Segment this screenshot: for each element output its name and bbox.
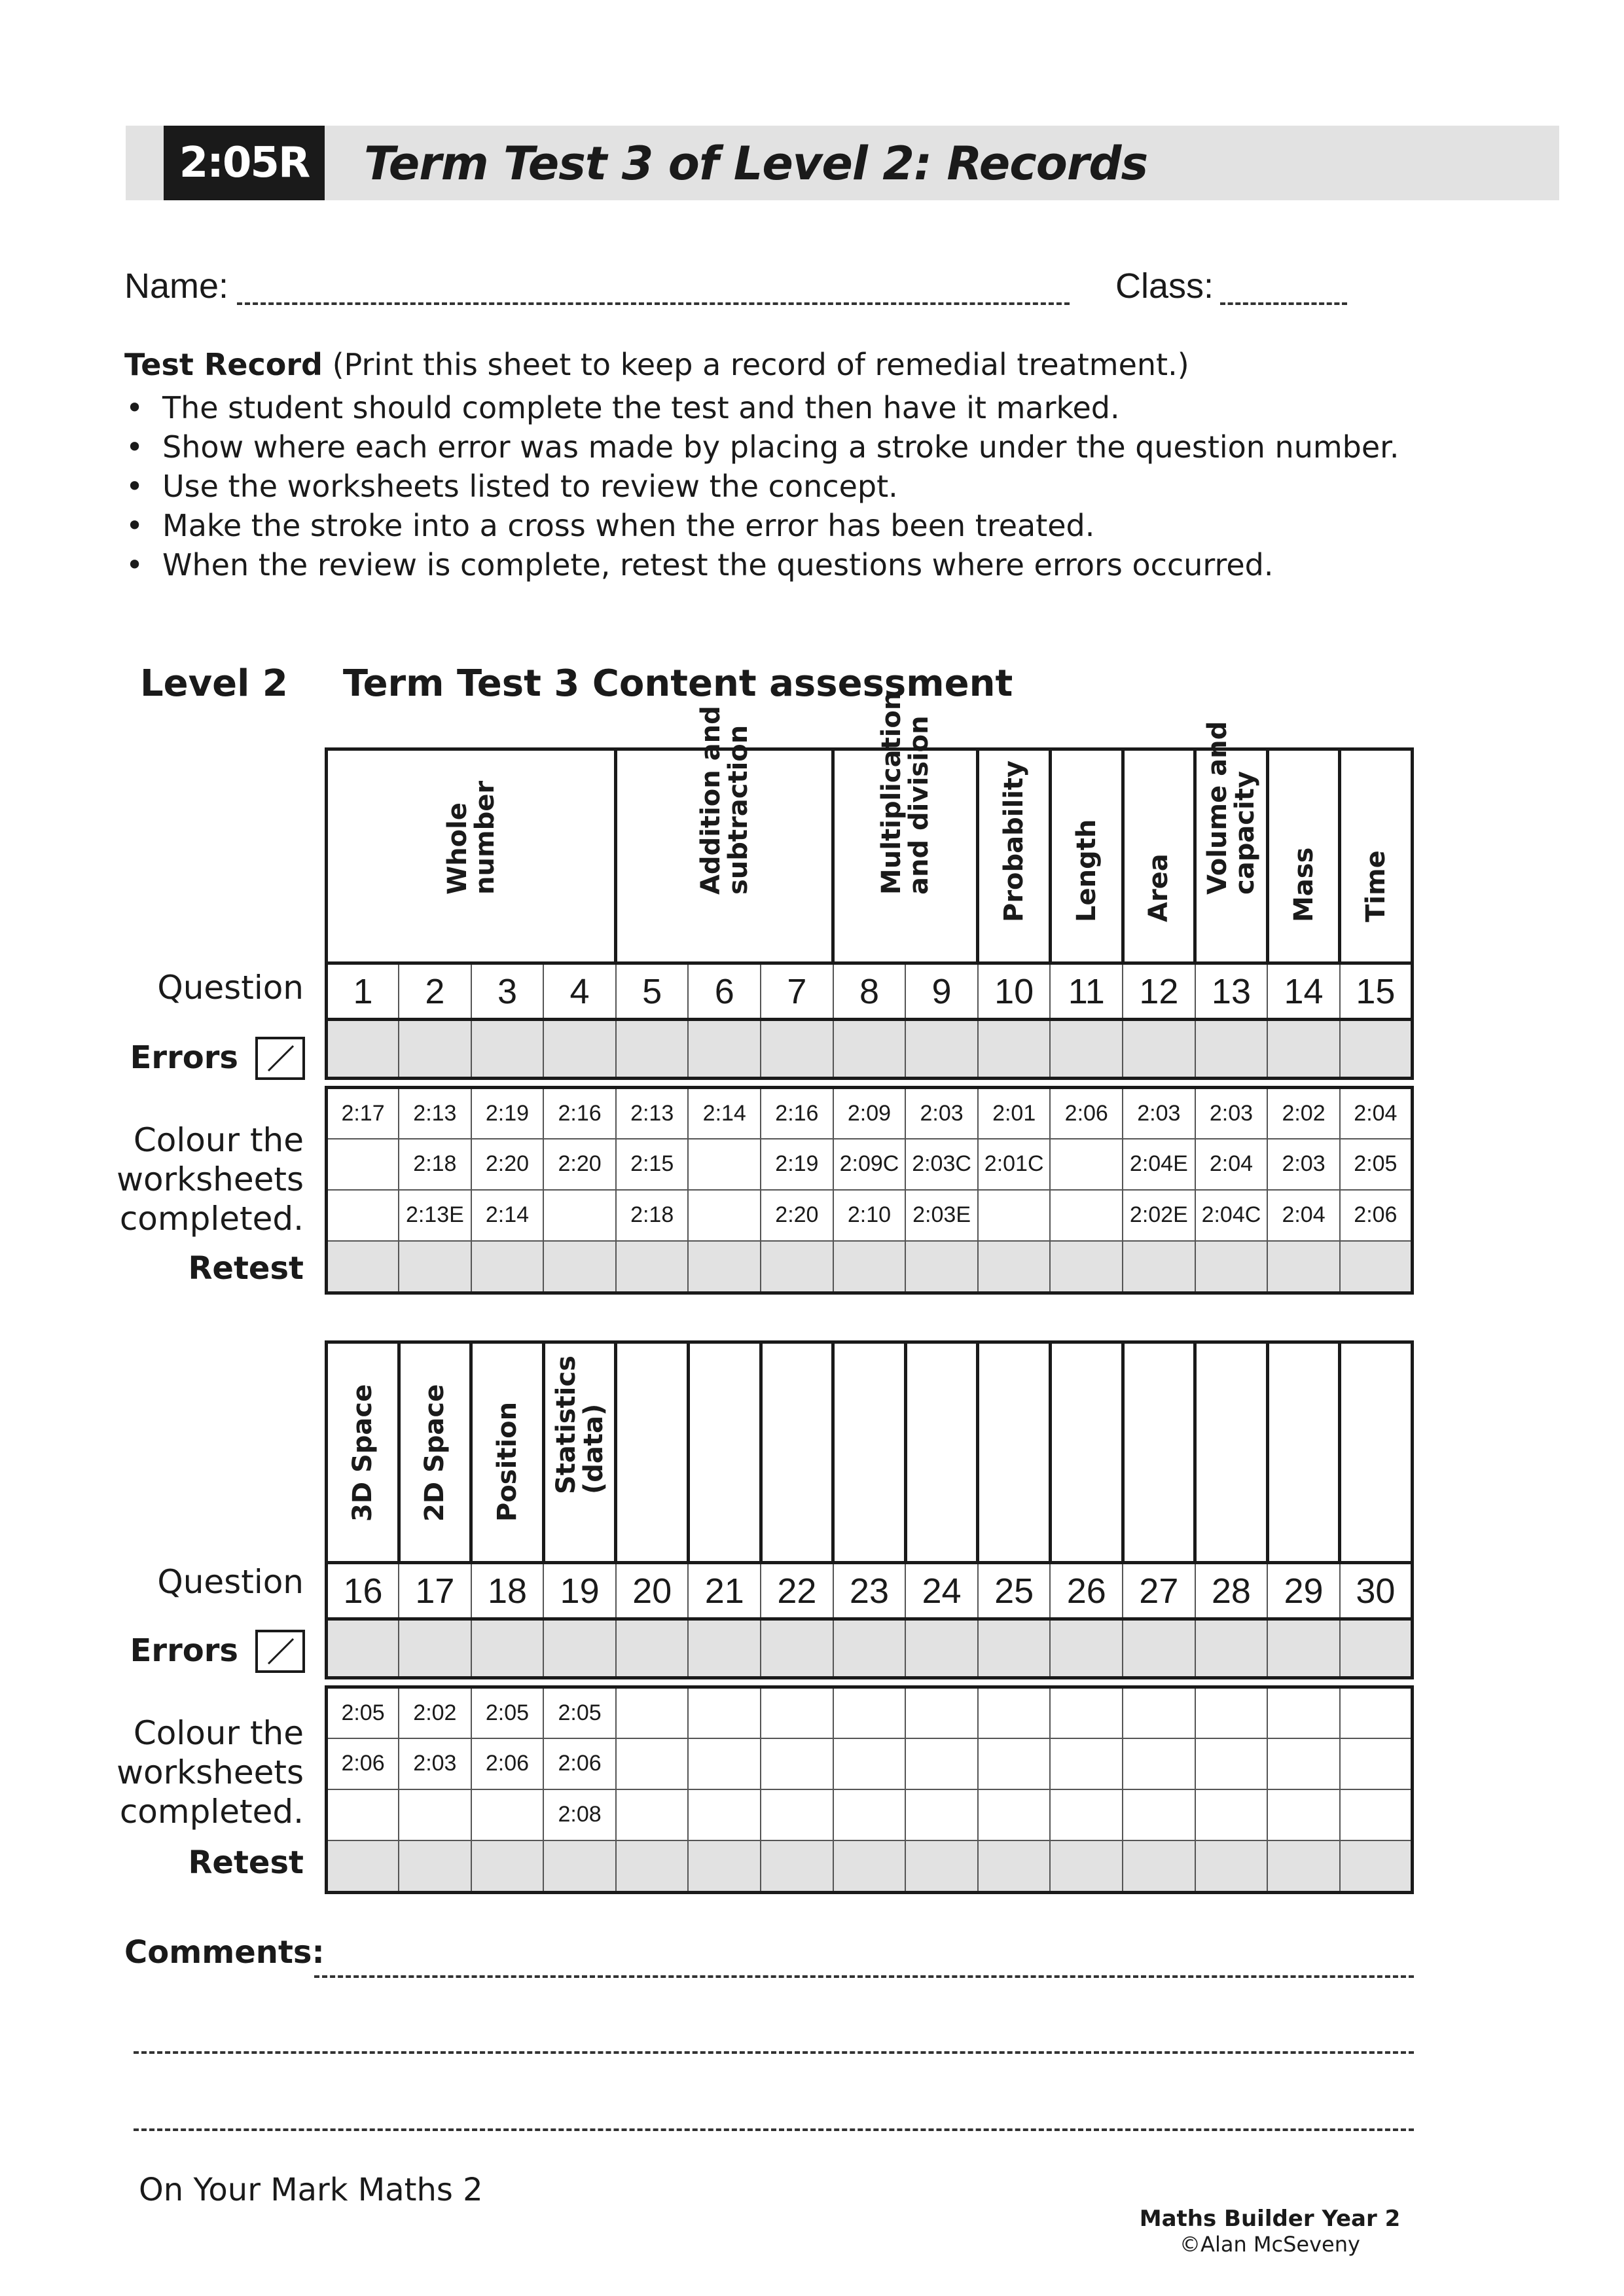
question-number: 9	[905, 963, 978, 1020]
retest-cell[interactable]	[688, 1241, 761, 1293]
retest-cell[interactable]	[761, 1241, 833, 1293]
category-label-line: Mass	[1288, 847, 1319, 922]
worksheet-cell[interactable]	[327, 1139, 399, 1190]
retest-cell[interactable]	[616, 1241, 689, 1293]
worksheet-cell[interactable]	[833, 1687, 906, 1738]
row-gap	[327, 1678, 1413, 1687]
retest-cell[interactable]	[1195, 1840, 1268, 1893]
category-header	[688, 1342, 761, 1563]
category-header	[399, 1342, 471, 1563]
worksheet-cell[interactable]	[761, 1789, 833, 1840]
worksheet-cell[interactable]	[1195, 1789, 1268, 1840]
errors-row-label-2: Errors	[130, 1632, 238, 1669]
category-header	[1195, 721, 1268, 963]
category-header	[1195, 1342, 1268, 1563]
worksheet-cell[interactable]	[327, 1789, 399, 1840]
footer-book-title: Maths Builder Year 2	[1139, 2206, 1401, 2232]
worksheet-cell[interactable]: 2:03	[399, 1738, 471, 1789]
retest-cell[interactable]	[1267, 1241, 1340, 1293]
category-header	[978, 749, 1051, 963]
worksheet-cell[interactable]	[1050, 1190, 1123, 1241]
category-header	[1123, 749, 1195, 963]
error-cell[interactable]	[543, 1619, 616, 1678]
error-cell[interactable]	[833, 1020, 906, 1079]
category-label-line: and division	[904, 715, 935, 895]
category-header	[1050, 1342, 1123, 1563]
worksheet-cell[interactable]	[1123, 1687, 1195, 1738]
retest-cell[interactable]	[543, 1241, 616, 1293]
question-number: 11	[1050, 963, 1123, 1020]
worksheet-cell[interactable]: 2:04	[1340, 1088, 1413, 1139]
bullet-icon: •	[126, 547, 144, 583]
colour-line-3: completed.	[119, 1200, 304, 1238]
question-number: 20	[616, 1563, 689, 1619]
test-record-heading: Test Record	[124, 347, 323, 382]
category-label-line: Time	[1361, 850, 1392, 922]
instruction-text: The student should complete the test and then have it marked.	[162, 390, 1120, 425]
worksheet-cell[interactable]: 2:03E	[905, 1190, 978, 1241]
worksheet-cell[interactable]: 2:04E	[1123, 1139, 1195, 1190]
test-record-note: (Print this sheet to keep a record of remedial treatment.)	[322, 347, 1189, 382]
name-field[interactable]	[237, 302, 1070, 305]
level-label: Level 2	[140, 662, 288, 705]
worksheet-cell[interactable]	[1123, 1738, 1195, 1789]
worksheet-cell[interactable]: 2:04	[1267, 1190, 1340, 1241]
comments-line-3[interactable]	[134, 2128, 1414, 2131]
error-cell[interactable]	[833, 1619, 906, 1678]
worksheet-cell[interactable]	[1050, 1789, 1123, 1840]
stroke-key-icon	[255, 1037, 305, 1080]
worksheet-cell[interactable]	[327, 1190, 399, 1241]
retest-row-label-1: Retest	[188, 1250, 304, 1287]
retest-cell[interactable]	[1340, 1840, 1413, 1893]
worksheet-cell[interactable]: 2:03	[1195, 1088, 1268, 1139]
category-header	[616, 706, 833, 963]
question-number: 4	[543, 963, 616, 1020]
worksheet-cell[interactable]	[1267, 1687, 1340, 1738]
instruction-item	[126, 469, 898, 504]
worksheet-cell[interactable]	[1340, 1687, 1413, 1738]
worksheet-cell[interactable]	[1050, 1687, 1123, 1738]
category-label-line: Probability	[999, 760, 1030, 922]
worksheet-cell[interactable]: 2:14	[471, 1190, 544, 1241]
error-cell[interactable]	[471, 1020, 544, 1079]
comments-label: Comments:	[124, 1934, 325, 1971]
worksheet-cell[interactable]	[1195, 1687, 1268, 1738]
worksheet-cell[interactable]: 2:20	[543, 1139, 616, 1190]
retest-cell[interactable]	[978, 1840, 1051, 1893]
category-label	[1145, 853, 1172, 922]
instruction-item	[126, 429, 1399, 465]
question-row-label-1: Question	[157, 969, 304, 1007]
worksheet-cell[interactable]: 2:06	[1340, 1190, 1413, 1241]
worksheet-cell[interactable]: 2:04	[1195, 1139, 1268, 1190]
worksheet-cell[interactable]: 2:08	[543, 1789, 616, 1840]
stroke-key-icon	[255, 1630, 305, 1673]
question-number: 13	[1195, 963, 1268, 1020]
error-cell[interactable]	[543, 1020, 616, 1079]
worksheet-cell[interactable]: 2:16	[761, 1088, 833, 1139]
question-number: 18	[471, 1563, 544, 1619]
errors-row-label-1: Errors	[130, 1039, 238, 1076]
category-header	[471, 1342, 544, 1563]
category-label-line: capacity	[1229, 771, 1260, 895]
category-label	[349, 1384, 376, 1522]
table2-grid	[325, 1340, 1414, 1894]
worksheet-cell[interactable]: 2:15	[616, 1139, 689, 1190]
row-gap	[327, 1079, 1413, 1088]
class-field[interactable]	[1220, 302, 1347, 305]
error-cell[interactable]	[1267, 1619, 1340, 1678]
bullet-icon: •	[126, 469, 144, 504]
worksheet-cell[interactable]	[1340, 1738, 1413, 1789]
bullet-icon: •	[126, 390, 144, 425]
instruction-text: Use the worksheets listed to review the concept.	[162, 469, 898, 504]
question-number: 17	[399, 1563, 471, 1619]
worksheet-cell[interactable]	[688, 1738, 761, 1789]
worksheet-cell[interactable]: 2:06	[543, 1738, 616, 1789]
question-number: 10	[978, 963, 1051, 1020]
category-header	[1123, 1342, 1195, 1563]
category-label-line: Volume and	[1202, 721, 1233, 895]
worksheet-cell[interactable]: 2:18	[616, 1190, 689, 1241]
worksheet-cell[interactable]	[616, 1687, 689, 1738]
worksheet-cell[interactable]	[1123, 1789, 1195, 1840]
worksheet-cell[interactable]	[1195, 1738, 1268, 1789]
retest-cell[interactable]	[1050, 1840, 1123, 1893]
category-label-line: 2D Space	[420, 1384, 450, 1522]
error-cell[interactable]	[1050, 1020, 1123, 1079]
page-title: Term Test 3 of Level 2: Records	[364, 137, 1148, 190]
worksheet-cell[interactable]	[1050, 1139, 1123, 1190]
worksheet-cell[interactable]	[833, 1789, 906, 1840]
error-cell[interactable]	[399, 1619, 471, 1678]
retest-row-label-2: Retest	[188, 1844, 304, 1881]
category-label	[1290, 848, 1318, 922]
worksheet-cell[interactable]: 2:06	[1050, 1088, 1123, 1139]
worksheet-cell[interactable]: 2:13	[616, 1088, 689, 1139]
worksheet-cell[interactable]: 2:14	[688, 1088, 761, 1139]
category-header	[833, 691, 978, 963]
test-record-intro	[124, 347, 1189, 382]
category-label-line: (data)	[578, 1403, 609, 1494]
retest-cell[interactable]	[543, 1840, 616, 1893]
retest-cell[interactable]	[399, 1241, 471, 1293]
category-label	[552, 1355, 607, 1494]
bullet-icon: •	[126, 429, 144, 465]
retest-cell[interactable]	[471, 1840, 544, 1893]
worksheet-cell[interactable]: 2:06	[471, 1738, 544, 1789]
sheet-code: 2:05R	[164, 126, 325, 200]
colour-line-1: Colour the	[133, 1121, 304, 1159]
worksheet-cell[interactable]: 2:01C	[978, 1139, 1051, 1190]
worksheet-cell[interactable]: 2:09C	[833, 1139, 906, 1190]
worksheet-cell[interactable]: 2:06	[327, 1738, 399, 1789]
retest-cell[interactable]	[327, 1241, 399, 1293]
category-label	[494, 1402, 521, 1522]
question-number: 1	[327, 963, 399, 1020]
question-number: 24	[905, 1563, 978, 1619]
colour-line-3: completed.	[119, 1793, 304, 1831]
category-label-line: Position	[492, 1401, 522, 1522]
worksheet-cell[interactable]	[905, 1789, 978, 1840]
worksheet-cell[interactable]: 2:03	[1123, 1088, 1195, 1139]
worksheet-cell[interactable]: 2:03	[905, 1088, 978, 1139]
question-number: 3	[471, 963, 544, 1020]
category-label-line: Length	[1071, 819, 1102, 922]
category-label	[421, 1384, 448, 1522]
retest-cell[interactable]	[905, 1840, 978, 1893]
instruction-item	[126, 547, 1274, 583]
colour-worksheets-label-2	[105, 1713, 304, 1831]
worksheet-cell[interactable]	[905, 1738, 978, 1789]
retest-cell[interactable]	[1195, 1241, 1268, 1293]
worksheet-cell[interactable]: 2:09	[833, 1088, 906, 1139]
category-header	[978, 1342, 1051, 1563]
category-header	[1050, 749, 1123, 963]
instruction-item	[126, 508, 1094, 543]
worksheet-cell[interactable]: 2:05	[327, 1687, 399, 1738]
retest-cell[interactable]	[327, 1840, 399, 1893]
error-cell[interactable]	[688, 1619, 761, 1678]
worksheet-cell[interactable]: 2:04C	[1195, 1190, 1268, 1241]
question-number: 28	[1195, 1563, 1268, 1619]
error-cell[interactable]	[1123, 1619, 1195, 1678]
question-number: 8	[833, 963, 906, 1020]
category-label-line: Whole	[442, 802, 473, 895]
error-cell[interactable]	[616, 1619, 689, 1678]
instruction-text: Show where each error was made by placing a stroke under the question number.	[162, 429, 1399, 465]
category-header	[1340, 1342, 1413, 1563]
worksheet-cell[interactable]	[761, 1687, 833, 1738]
error-cell[interactable]	[471, 1619, 544, 1678]
category-label	[878, 692, 933, 895]
colour-line-1: Colour the	[133, 1714, 304, 1752]
worksheet-cell[interactable]	[399, 1789, 471, 1840]
retest-cell[interactable]	[471, 1241, 544, 1293]
error-cell[interactable]	[905, 1020, 978, 1079]
category-label	[697, 706, 752, 895]
retest-cell[interactable]	[1123, 1840, 1195, 1893]
question-number: 7	[761, 963, 833, 1020]
category-label-line: Multiplication	[876, 691, 907, 895]
retest-cell[interactable]	[761, 1840, 833, 1893]
category-label	[1073, 819, 1100, 922]
worksheet-cell[interactable]: 2:13	[399, 1088, 471, 1139]
question-number: 27	[1123, 1563, 1195, 1619]
category-label	[444, 781, 499, 895]
worksheet-cell[interactable]	[978, 1789, 1051, 1840]
category-header	[616, 1342, 689, 1563]
comments-line-1[interactable]	[314, 1975, 1414, 1978]
error-cell[interactable]	[1123, 1020, 1195, 1079]
question-number: 6	[688, 963, 761, 1020]
error-cell[interactable]	[327, 1020, 399, 1079]
worksheet-cell[interactable]	[1050, 1738, 1123, 1789]
worksheet-cell[interactable]	[761, 1738, 833, 1789]
error-cell[interactable]	[1050, 1619, 1123, 1678]
class-label: Class:	[1115, 266, 1214, 306]
category-header	[327, 1342, 399, 1563]
retest-cell[interactable]	[1340, 1241, 1413, 1293]
question-number: 22	[761, 1563, 833, 1619]
category-header	[1267, 1342, 1340, 1563]
worksheet-cell[interactable]	[978, 1190, 1051, 1241]
retest-cell[interactable]	[1267, 1840, 1340, 1893]
question-number: 29	[1267, 1563, 1340, 1619]
error-cell[interactable]	[1195, 1020, 1268, 1079]
worksheet-cell[interactable]: 2:13E	[399, 1190, 471, 1241]
worksheet-cell[interactable]	[905, 1687, 978, 1738]
question-number: 5	[616, 963, 689, 1020]
question-number: 21	[688, 1563, 761, 1619]
error-cell[interactable]	[761, 1619, 833, 1678]
category-header	[761, 1342, 833, 1563]
worksheet-cell[interactable]: 2:19	[471, 1088, 544, 1139]
worksheet-cell[interactable]: 2:01	[978, 1088, 1051, 1139]
worksheet-cell[interactable]	[471, 1789, 544, 1840]
category-label-line: Addition and	[695, 706, 726, 895]
worksheet-cell[interactable]: 2:03C	[905, 1139, 978, 1190]
colour-line-2: worksheets	[117, 1160, 304, 1198]
question-number: 14	[1267, 963, 1340, 1020]
worksheet-cell[interactable]: 2:20	[761, 1190, 833, 1241]
error-cell[interactable]	[399, 1020, 471, 1079]
footer-copyright: ©Alan McSeveny	[1180, 2232, 1360, 2257]
worksheet-cell[interactable]: 2:03	[1267, 1139, 1340, 1190]
bullet-icon: •	[126, 508, 144, 543]
error-cell[interactable]	[1340, 1619, 1413, 1678]
retest-cell[interactable]	[616, 1840, 689, 1893]
error-cell[interactable]	[978, 1020, 1051, 1079]
worksheet-cell[interactable]	[688, 1190, 761, 1241]
worksheet-cell[interactable]	[688, 1139, 761, 1190]
question-number: 25	[978, 1563, 1051, 1619]
worksheet-cell[interactable]	[688, 1789, 761, 1840]
worksheet-cell[interactable]	[616, 1789, 689, 1840]
worksheet-cell[interactable]	[978, 1687, 1051, 1738]
retest-cell[interactable]	[978, 1241, 1051, 1293]
error-cell[interactable]	[688, 1020, 761, 1079]
question-number: 26	[1050, 1563, 1123, 1619]
category-label-line: Area	[1144, 853, 1174, 922]
instruction-text: When the review is complete, retest the questions where errors occurred.	[162, 547, 1274, 583]
assessment-title: Term Test 3 Content assessment	[342, 662, 1013, 705]
worksheet-cell[interactable]	[688, 1687, 761, 1738]
worksheet-cell[interactable]	[543, 1190, 616, 1241]
worksheet-cell[interactable]: 2:16	[543, 1088, 616, 1139]
retest-cell[interactable]	[1123, 1241, 1195, 1293]
category-header	[833, 1342, 906, 1563]
retest-cell[interactable]	[905, 1241, 978, 1293]
worksheet-cell[interactable]: 2:02E	[1123, 1190, 1195, 1241]
table1-grid	[325, 691, 1414, 1295]
worksheet-cell[interactable]: 2:17	[327, 1088, 399, 1139]
question-row-label-2: Question	[157, 1563, 304, 1601]
error-cell[interactable]	[1340, 1020, 1413, 1079]
category-label	[1204, 721, 1259, 895]
error-cell[interactable]	[978, 1619, 1051, 1678]
retest-cell[interactable]	[1050, 1241, 1123, 1293]
error-cell[interactable]	[1195, 1619, 1268, 1678]
error-cell[interactable]	[1267, 1020, 1340, 1079]
worksheet-cell[interactable]: 2:02	[399, 1687, 471, 1738]
retest-cell[interactable]	[688, 1840, 761, 1893]
error-cell[interactable]	[327, 1619, 399, 1678]
category-header	[1267, 749, 1340, 963]
worksheet-cell[interactable]	[616, 1738, 689, 1789]
category-header	[1340, 749, 1413, 963]
category-label-line: subtraction	[723, 725, 753, 895]
worksheet-cell[interactable]	[978, 1738, 1051, 1789]
category-label	[1362, 850, 1390, 922]
error-cell[interactable]	[905, 1619, 978, 1678]
footer-series: On Your Mark Maths 2	[139, 2172, 483, 2208]
worksheet-cell[interactable]	[1267, 1738, 1340, 1789]
question-number: 15	[1340, 963, 1413, 1020]
category-label-line: Statistics	[550, 1355, 581, 1494]
question-number: 2	[399, 963, 471, 1020]
retest-cell[interactable]	[833, 1840, 906, 1893]
error-cell[interactable]	[761, 1020, 833, 1079]
question-number: 12	[1123, 963, 1195, 1020]
question-number: 16	[327, 1563, 399, 1619]
name-label: Name:	[124, 266, 229, 306]
worksheet-cell[interactable]: 2:19	[761, 1139, 833, 1190]
category-header	[905, 1342, 978, 1563]
retest-cell[interactable]	[399, 1840, 471, 1893]
worksheet-cell[interactable]: 2:05	[471, 1687, 544, 1738]
question-number: 30	[1340, 1563, 1413, 1619]
worksheet-cell[interactable]: 2:10	[833, 1190, 906, 1241]
worksheet-cell[interactable]	[833, 1738, 906, 1789]
category-header	[327, 749, 616, 963]
worksheet-cell[interactable]: 2:20	[471, 1139, 544, 1190]
worksheet-cell[interactable]: 2:05	[543, 1687, 616, 1738]
question-number: 23	[833, 1563, 906, 1619]
category-label-line: 3D Space	[347, 1384, 378, 1522]
category-header	[543, 1342, 616, 1563]
category-label	[1000, 761, 1028, 922]
colour-worksheets-label-1	[105, 1121, 304, 1238]
category-label-line: number	[469, 780, 500, 895]
comments-line-2[interactable]	[134, 2051, 1414, 2054]
worksheet-cell[interactable]	[1340, 1789, 1413, 1840]
error-cell[interactable]	[616, 1020, 689, 1079]
worksheet-cell[interactable]: 2:05	[1340, 1139, 1413, 1190]
instruction-item	[126, 390, 1120, 425]
worksheet-cell[interactable]	[1267, 1789, 1340, 1840]
colour-line-2: worksheets	[117, 1753, 304, 1791]
question-number: 19	[543, 1563, 616, 1619]
instruction-text: Make the stroke into a cross when the error has been treated.	[162, 508, 1095, 543]
worksheet-cell[interactable]: 2:18	[399, 1139, 471, 1190]
worksheet-cell[interactable]: 2:02	[1267, 1088, 1340, 1139]
retest-cell[interactable]	[833, 1241, 906, 1293]
